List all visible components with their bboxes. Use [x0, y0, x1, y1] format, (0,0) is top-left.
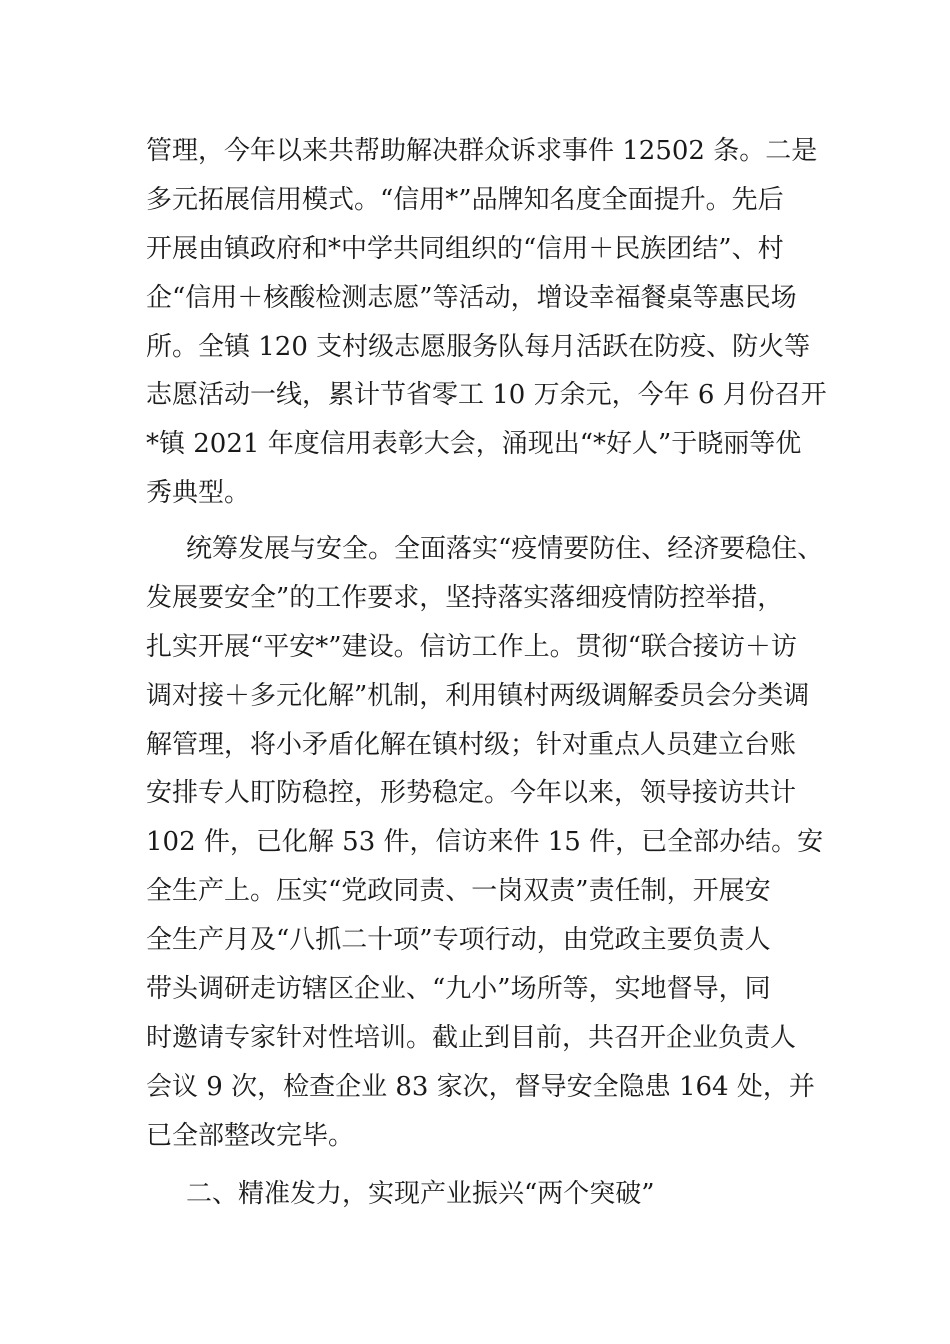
text-line: 全生产上。压实“党政同责、一岗双责”责任制，开展安: [146, 876, 771, 907]
text-line: 带头调研走访辖区企业、“九小”场所等，实地督导，同: [146, 974, 771, 1005]
section-heading: [146, 1170, 816, 1219]
text-line: 时邀请专家针对性培训。截止到目前，共召开企业负责人: [146, 1022, 797, 1053]
text-line: 安排专人盯防稳控，形势稳定。今年以来，领导接访共计: [146, 778, 797, 809]
text-line: 管理，今年以来共帮助解决群众诉求事件 12502 条。二是: [146, 136, 818, 166]
text-line: 解管理，将小矛盾化解在镇村级；针对重点人员建立台账: [146, 729, 797, 760]
text-line: 企“信用＋核酸检测志愿”等活动，增设幸福餐桌等惠民场: [146, 282, 797, 313]
text-line: 发展要安全”的工作要求，坚持落实落细疫情防控举措，: [146, 582, 784, 613]
text-line: 会议 9 次，检查企业 83 家次，督导安全隐患 164 处，并: [146, 1071, 815, 1102]
paragraph-development-safety: [146, 525, 824, 1161]
text-line: 全生产月及“八抓二十项”专项行动，由党政主要负责人: [146, 925, 771, 956]
section-heading-text: 二、精准发力，实现产业振兴“两个突破”: [186, 1179, 655, 1209]
text-line: *镇 2021 年度信用表彰大会，涌现出“*好人”于晓丽等优: [146, 429, 802, 460]
text-line: 所。全镇 120 支村级志愿服务队每月活跃在防疫、防火等: [146, 331, 811, 362]
text-line: 秀典型。: [146, 478, 251, 509]
paragraph-credit-model: [146, 127, 827, 518]
text-line: 统筹发展与安全。全面落实“疫情要防住、经济要稳住、: [186, 534, 824, 564]
text-line: 调对接＋多元化解”机制，利用镇村两级调解委员会分类调: [146, 680, 810, 711]
text-line: 已全部整改完毕。: [146, 1120, 355, 1151]
text-line: 扎实开展“平安*”建设。信访工作上。贯彻“联合接访＋访: [146, 631, 797, 662]
text-line: 102 件，已化解 53 件，信访来件 15 件，已全部办结。安: [146, 827, 824, 858]
text-line: 多元拓展信用模式。“信用*”品牌知名度全面提升。先后: [146, 184, 784, 215]
text-line: 志愿活动一线，累计节省零工 10 万余元，今年 6 月份召开: [146, 380, 827, 411]
text-line: 开展由镇政府和*中学共同组织的“信用＋民族团结”、村: [146, 233, 784, 264]
